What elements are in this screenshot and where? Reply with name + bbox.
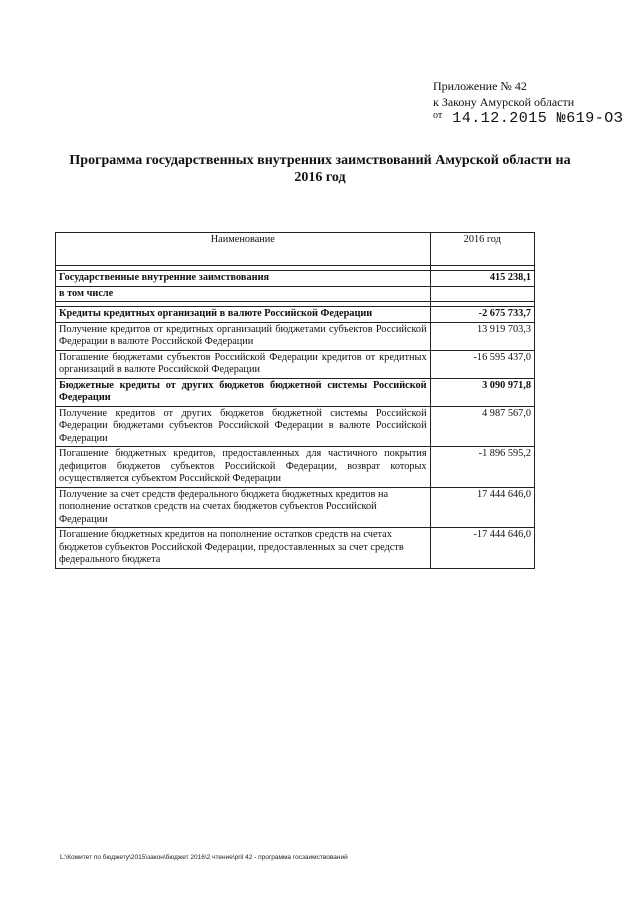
document-title [60,152,580,186]
row-name: Государственные внутренние заимствования [56,271,431,287]
appendix-date-stamp: 14.12.2015 №619-ОЗ [452,110,624,127]
table-row [56,286,535,302]
table-header-row [56,233,535,266]
appendix-number: Приложение № 42 [433,79,527,93]
row-value: 17 444 646,0 [430,487,534,528]
row-value: 4 987 567,0 [430,406,534,447]
row-name: в том числе [56,286,431,302]
borrowing-program-table [55,232,535,569]
table-row [56,322,535,350]
row-value: 3 090 971,8 [430,378,534,406]
row-name: Кредиты кредитных организаций в валюте Российской Федерации [56,307,431,323]
row-name: Получение за счет средств федерального бюджета бюджетных кредитов на пополнение остатков средств на счетах бюджетов субъектов Российской Федерации [56,487,431,528]
table-row [56,528,535,569]
row-value: -2 675 733,7 [430,307,534,323]
row-name: Погашение бюджетами субъектов Российской Федерации кредитов от кредитных организаций в валюте Российской Федерации [56,350,431,378]
row-name: Бюджетные кредиты от других бюджетов бюджетной системы Российской Федерации [56,378,431,406]
row-name: Погашение бюджетных кредитов, предоставленных для частичного покрытия дефицитов бюджетов субъектов Российской Федерации, возврат которых осуществляется субъектом Российской Федерации [56,447,431,488]
row-name: Получение кредитов от других бюджетов бюджетной системы Российской Федерации бюджетами субъектов Российской Федерации в валюте Российской Федерации [56,406,431,447]
row-value: 415 238,1 [430,271,534,287]
table-row [56,447,535,488]
table-row [56,378,535,406]
header-year: 2016 год [430,233,534,266]
appendix-date-prefix: от [433,110,443,121]
appendix-block [433,78,623,128]
row-value: -17 444 646,0 [430,528,534,569]
appendix-date-row [433,111,623,128]
table-row [56,307,535,323]
table-row [56,406,535,447]
table-row [56,271,535,287]
table-row [56,487,535,528]
header-name: Наименование [56,233,431,266]
file-path-footer: L:\Комитет по бюджету\2015\закон\бюджет 2016\2 чтение\pril 42 - программа госзаимствований [60,854,348,861]
document-title-line-1: Программа государственных внутренних заимствований Амурской области на [69,153,571,168]
row-value: -1 896 595,2 [430,447,534,488]
row-value: -16 595 437,0 [430,350,534,378]
row-name: Погашение бюджетных кредитов на пополнение остатков средств на счетах бюджетов субъектов Российской Федерации, предоставленных за счет средств федерального бюджета [56,528,431,569]
document-title-line-2: 2016 год [294,170,346,185]
table-row [56,350,535,378]
row-name: Получение кредитов от кредитных организаций бюджетами субъектов Российской Федерации в валюте Российской Федерации [56,322,431,350]
appendix-law-reference: к Закону Амурской области [433,95,575,109]
row-value [430,286,534,302]
row-value: 13 919 703,3 [430,322,534,350]
